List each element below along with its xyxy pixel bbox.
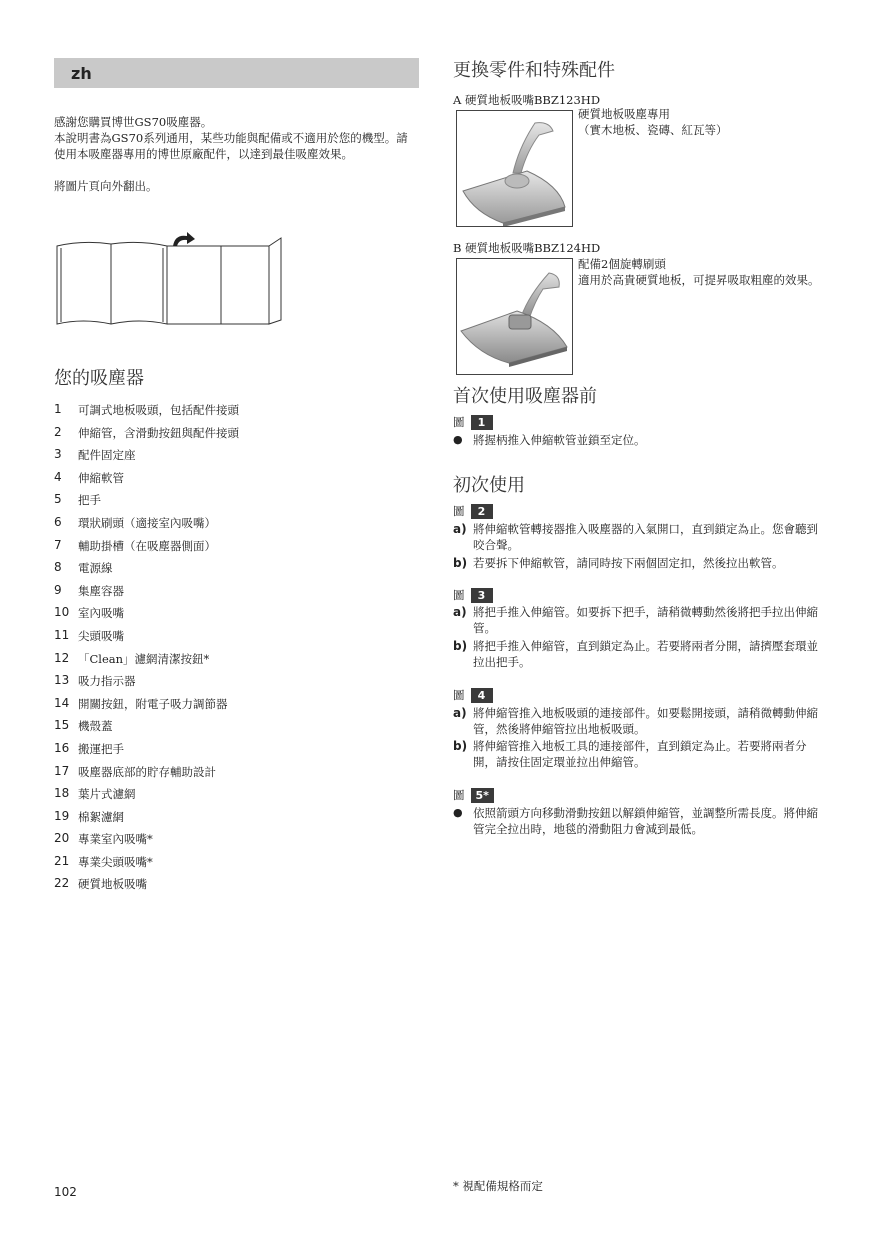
parts-list-item <box>54 447 239 470</box>
figure-word: 圖 <box>453 415 465 429</box>
part-label: 尖頭吸嘴 <box>78 628 124 643</box>
accessory-b-image <box>456 258 573 375</box>
accessory-a-image <box>456 110 573 227</box>
part-label: 搬運把手 <box>78 741 124 756</box>
accessory-b-desc-line1: 配備2個旋轉刷頭 <box>578 257 666 271</box>
parts-list-item <box>54 492 239 515</box>
first-use-heading: 初次使用 <box>453 475 525 496</box>
part-number: 7 <box>54 537 62 552</box>
hard-floor-nozzle-b-icon <box>457 259 572 374</box>
figure-word: 圖 <box>453 688 465 702</box>
figure-word: 圖 <box>453 504 465 518</box>
part-label: 伸縮軟管 <box>78 470 124 485</box>
parts-list-item <box>54 854 239 877</box>
part-label: 開關按鈕，附電子吸力調節器 <box>78 696 228 711</box>
parts-list-item <box>54 786 239 809</box>
part-label: 伸縮管，含滑動按鈕與配件接頭 <box>78 425 239 440</box>
accessory-a-desc <box>578 106 828 138</box>
step-text: 依照箭頭方向移動滑動按鈕以解鎖伸縮管，並調整所需長度。將伸縮管完全拉出時，地毯的滑動阻力會減到最低。 <box>473 806 818 836</box>
parts-list-item <box>54 583 239 606</box>
part-label: 棉絮濾網 <box>78 809 124 824</box>
parts-list-item <box>54 651 239 674</box>
part-number: 9 <box>54 582 62 597</box>
step-text: 將伸縮管推入地板工具的連接部件，直到鎖定為止。若要將兩者分開，請按住固定環並拉出伸縮管。 <box>473 739 807 769</box>
parts-list-item <box>54 741 239 764</box>
step-text: 將把手推入伸縮管，直到鎖定為止。若要將兩者分開，請擠壓套環並拉出把手。 <box>473 639 818 669</box>
part-number: 1 <box>54 402 62 416</box>
figure-4-step-a <box>453 705 823 737</box>
part-number: 11 <box>54 627 70 642</box>
accessory-b-desc-line2: 適用於高貴硬質地板，可提昇吸取粗塵的效果。 <box>578 273 820 287</box>
step-marker: a) <box>453 706 467 720</box>
part-number: 15 <box>54 718 70 733</box>
step-marker: b) <box>453 639 468 653</box>
part-label: 專業尖頭吸嘴* <box>78 854 153 869</box>
part-number: 5 <box>54 492 62 507</box>
figure-word: 圖 <box>453 788 465 802</box>
figure-2-step-a <box>453 521 823 553</box>
figure-5-badge: 5* <box>471 788 494 803</box>
part-number: 6 <box>54 514 62 529</box>
part-number: 20 <box>54 831 70 846</box>
parts-list-item <box>54 538 239 561</box>
figure-1-label <box>453 414 493 430</box>
accessory-a-desc-line1: 硬質地板吸塵專用 <box>578 107 670 121</box>
step-text: 若要拆下伸縮軟管，請同時按下兩個固定扣，然後拉出軟管。 <box>473 556 784 570</box>
part-number: 10 <box>54 605 70 620</box>
accessory-a-desc-line2: （實木地板、瓷磚、紅瓦等） <box>578 123 728 137</box>
parts-list-item <box>54 628 239 651</box>
step-marker: a) <box>453 605 467 619</box>
bullet-marker: ● <box>453 433 463 446</box>
parts-heading: 您的吸塵器 <box>54 368 144 389</box>
parts-list-item <box>54 831 239 854</box>
figure-4-step-b <box>453 738 823 770</box>
parts-list-item <box>54 696 239 719</box>
part-label: 吸力指示器 <box>78 674 136 689</box>
part-label: 室內吸嘴 <box>78 606 124 621</box>
hard-floor-nozzle-a-icon <box>457 111 572 226</box>
part-number: 17 <box>54 763 70 778</box>
parts-list-item <box>54 718 239 741</box>
parts-list <box>54 402 239 899</box>
parts-list-item <box>54 402 239 425</box>
before-first-use-heading: 首次使用吸塵器前 <box>453 386 597 407</box>
figure-2-label <box>453 503 493 519</box>
step-marker: a) <box>453 522 467 536</box>
parts-list-item <box>54 470 239 493</box>
intro-line-rest: 本說明書為GS70系列通用，某些功能與配備或不適用於您的機型。請使用本吸塵器專用的博世原廠配件，以達到最佳吸塵效果。 <box>54 131 408 161</box>
part-label: 可調式地板吸頭，包括配件接頭 <box>78 403 239 417</box>
figure-3-badge: 3 <box>471 588 493 603</box>
part-label: 機殼蓋 <box>78 719 113 734</box>
intro-line-1: 感謝您購買博世GS70吸塵器。 <box>54 115 213 129</box>
parts-list-item <box>54 876 239 899</box>
parts-list-item <box>54 515 239 538</box>
parts-list-item <box>54 560 239 583</box>
parts-list-item <box>54 605 239 628</box>
figure-word: 圖 <box>453 588 465 602</box>
part-label: 集塵容器 <box>78 583 124 598</box>
part-number: 19 <box>54 808 70 823</box>
intro-paragraph-2: 將圖片頁向外翻出。 <box>54 179 158 193</box>
step-marker: b) <box>453 739 468 753</box>
part-number: 21 <box>54 853 70 868</box>
part-label: 輔助掛槽（在吸塵器側面） <box>78 538 216 553</box>
intro-paragraph-1 <box>54 114 409 162</box>
part-label: 吸塵器底部的貯存輔助設計 <box>78 764 216 779</box>
step-text: 將把手推入伸縮管。如要拆下把手，請稍微轉動然後將把手拉出伸縮管。 <box>473 605 818 635</box>
part-number: 18 <box>54 786 70 801</box>
part-label: 環狀刷頭（適接室內吸嘴） <box>78 515 216 530</box>
part-label: 電源線 <box>78 561 113 576</box>
accessory-a-title: A 硬質地板吸嘴BBZ123HD <box>453 93 601 107</box>
part-number: 3 <box>54 447 62 462</box>
figure-4-badge: 4 <box>471 688 493 703</box>
accessories-heading: 更換零件和特殊配件 <box>453 60 615 81</box>
bullet-marker: ● <box>453 806 463 819</box>
page-number: 102 <box>54 1185 77 1199</box>
language-bar <box>54 58 419 88</box>
figure-5-label <box>453 787 494 803</box>
figure-5-step <box>453 805 823 837</box>
part-number: 8 <box>54 560 62 575</box>
part-number: 2 <box>54 424 62 439</box>
footnote: * 視配備規格而定 <box>453 1179 543 1193</box>
figure-1-badge: 1 <box>471 415 493 430</box>
parts-list-item <box>54 673 239 696</box>
step-text: 將伸縮管推入地板吸頭的連接部件。如要鬆開接頭，請稍微轉動伸縮管，然後將伸縮管拉出地板吸頭。 <box>473 706 818 736</box>
step-marker: b) <box>453 556 468 570</box>
part-label: 葉片式濾網 <box>78 787 136 802</box>
part-number: 12 <box>54 650 70 665</box>
parts-list-item <box>54 425 239 448</box>
figure-4-label <box>453 687 493 703</box>
part-number: 14 <box>54 695 70 710</box>
part-label: 配件固定座 <box>78 448 136 463</box>
figure-3-step-b <box>453 638 823 670</box>
language-code: zh <box>71 64 92 83</box>
intro-text <box>54 114 409 210</box>
accessory-b-desc <box>578 256 828 288</box>
figure-2-badge: 2 <box>471 504 493 519</box>
step-text: 將伸縮軟管轉接器推入吸塵器的入氣開口，直到鎖定為止。您會聽到咬合聲。 <box>473 522 818 552</box>
figure-3-step-a <box>453 604 823 636</box>
parts-list-item <box>54 764 239 787</box>
part-label: 專業室內吸嘴* <box>78 832 153 847</box>
part-number: 13 <box>54 673 70 688</box>
fold-out-pages-illustration <box>53 232 285 328</box>
part-number: 4 <box>54 469 62 484</box>
figure-2-step-b <box>453 555 823 571</box>
part-label: 把手 <box>78 493 101 508</box>
before-first-use-step <box>453 432 823 448</box>
part-label: 「Clean」濾網清潔按鈕* <box>78 651 210 666</box>
figure-3-label <box>453 587 493 603</box>
part-number: 22 <box>54 876 70 891</box>
accessory-b-title: B 硬質地板吸嘴BBZ124HD <box>453 241 601 255</box>
part-label: 硬質地板吸嘴 <box>78 877 147 892</box>
step-text: 將握柄推入伸縮軟管並鎖至定位。 <box>473 433 646 447</box>
part-number: 16 <box>54 740 70 755</box>
parts-list-item <box>54 809 239 832</box>
